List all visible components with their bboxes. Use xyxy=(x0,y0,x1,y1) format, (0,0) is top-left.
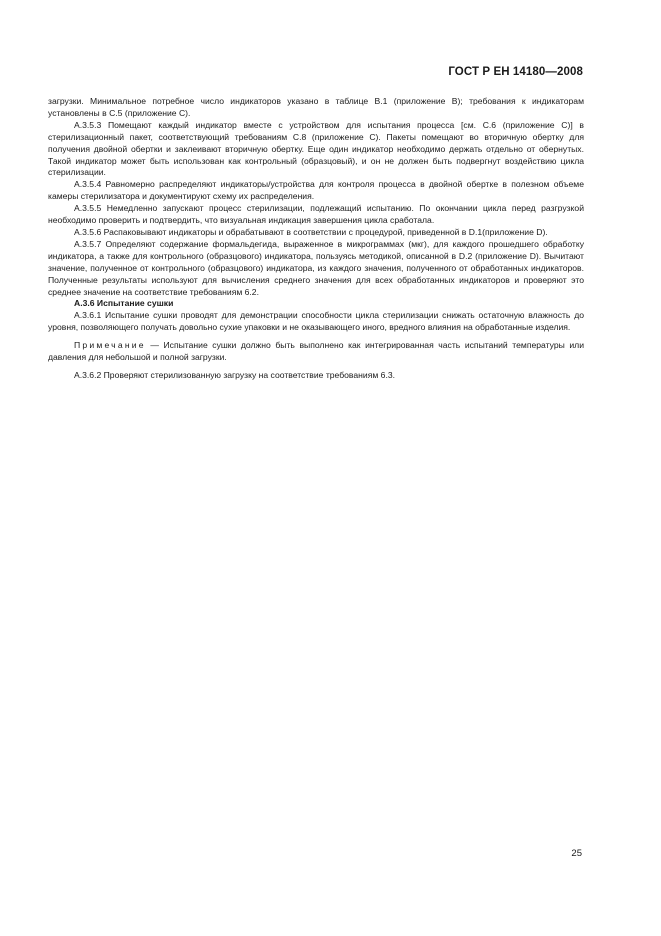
paragraph-continuation: загрузки. Минимальное потребное число индикаторов указано в таблице В.1 (приложение В); требования к индикаторам установлены в С.5 (приложение С). xyxy=(48,96,584,118)
paragraph-a-3-5-5: А.3.5.5 Немедленно запускают процесс стерилизации, подлежащий испытанию. По окончании цикла перед разгрузкой необходимо проверить и подтвердить, что визуальная индикация завершения цикла сработала. xyxy=(48,203,584,226)
note-text: — Испытание сушки должно быть выполнено как интегрированная часть испытаний температуры или давления для небольшой и полной загрузки. xyxy=(48,340,584,363)
document-body xyxy=(48,96,584,382)
note-label: Примечание xyxy=(74,340,146,351)
standard-designation: ГОСТ Р ЕН 14180—2008 xyxy=(448,66,583,78)
paragraph-a-3-5-7: А.3.5.7 Определяют содержание формальдегида, выраженное в микрограммах (мкг), для каждого прошедшего обработку индикатора, а также для контрольного (образцового) индикатора, пользуясь методикой, описанной в D.2 (приложение D). Вычитают значение, полученное от контрольного (образцового) индикатора, из каждого значения, полученного от обработанных индикаторов. Полученные результаты используют для вычисления среднего значения для всех обработанных индикаторов и проверяют это среднее значение на соответствие требованиям 6.2. xyxy=(48,238,584,297)
paragraph-a-3-5-3: А.3.5.3 Помещают каждый индикатор вместе с устройством для испытания процесса [см. С.6 (приложение С)] в стерилизационный пакет, соответствующий требованиям С.8 (приложение С). Пакеты помещают во вторичную обертку для получения двойной обертки и заклеивают вторичную обертку. Еще один индикатор необходимо держать отдельно от обернутых. Такой индикатор может быть использован как контрольный (образцовый), и он не должен быть подвергнут воздействию цикла стерилизации. xyxy=(48,119,584,178)
paragraph-a-3-6-2: А.3.6.2 Проверяют стерилизованную загрузку на соответствие требованиям 6.3. xyxy=(74,369,395,380)
note-paragraph xyxy=(48,340,584,364)
page-number: 25 xyxy=(571,848,582,859)
section-heading-a-3-6: А.3.6 Испытание сушки xyxy=(74,298,174,309)
paragraph-a-3-6-1: А.3.6.1 Испытание сушки проводят для демонстрации способности цикла стерилизации снижать остаточную влажность до уровня, позволяющего получать довольно сухие упаковки и не оказывающего иного, вредного влияния на обработанные изделия. xyxy=(48,310,584,333)
paragraph-a-3-5-4: А.3.5.4 Равномерно распределяют индикаторы/устройства для контроля процесса в двойной обертке в полезном объеме камеры стерилизатора и документируют схему их распределения. xyxy=(48,179,584,202)
paragraph-a-3-5-6: А.3.5.6 Распаковывают индикаторы и обрабатывают в соответствии с процедурой, приведенной в D.1(приложение D). xyxy=(74,226,548,237)
